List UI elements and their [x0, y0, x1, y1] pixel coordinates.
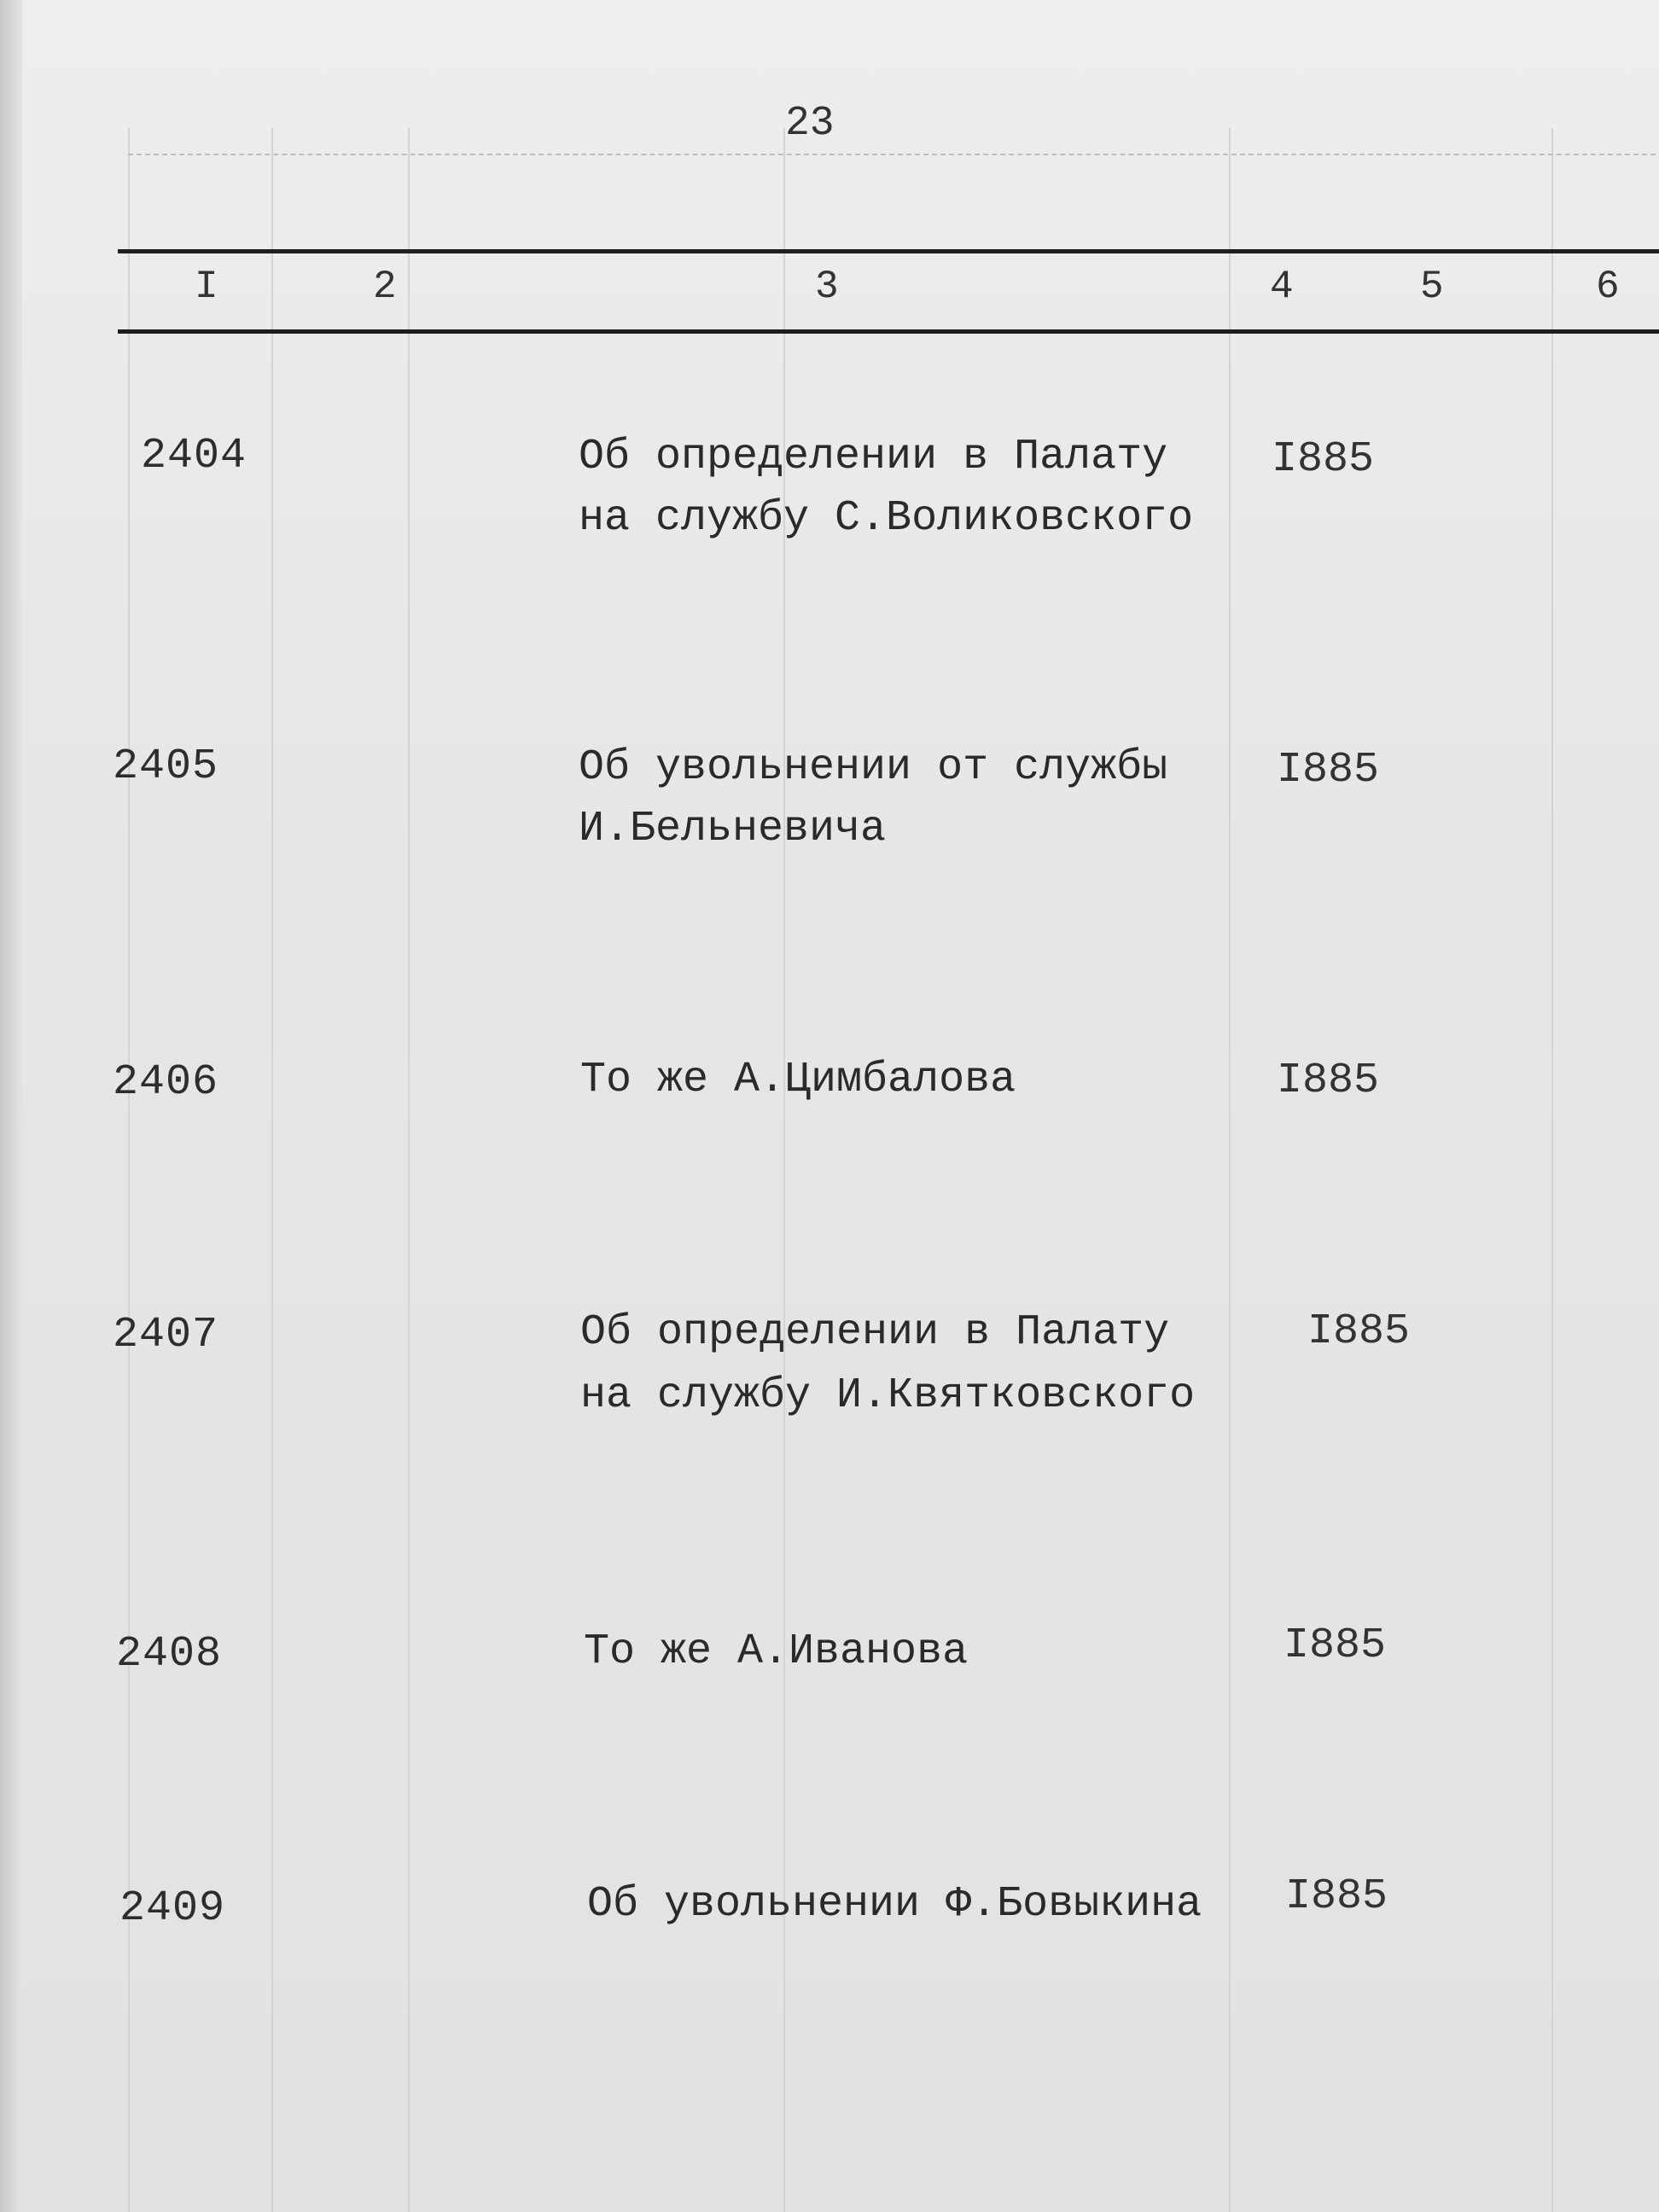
entry-title-line: на службу С.Воликовского	[579, 494, 1194, 543]
column-number-3: 3	[815, 265, 839, 309]
entry-year: I885	[1277, 1057, 1380, 1105]
column-divider	[408, 128, 410, 2212]
entry-number: 2407	[113, 1311, 219, 1359]
entry-year: I885	[1307, 1307, 1411, 1356]
entry-number: 2408	[116, 1630, 223, 1679]
entry-year: I885	[1277, 746, 1380, 795]
entry-title-line: Об определении в Палату	[580, 1308, 1170, 1357]
entry-title-line: Об увольнении от службы	[579, 743, 1168, 792]
header-top-rule	[118, 249, 1659, 253]
entry-title-line: То же А.Иванова	[584, 1627, 969, 1676]
entry-title-line: на службу И.Квятковского	[580, 1371, 1196, 1420]
header-bottom-rule	[118, 329, 1659, 334]
column-number-6: 6	[1596, 265, 1620, 309]
entry-year: I885	[1284, 1621, 1387, 1670]
entry-title-line: То же А.Цимбалова	[580, 1056, 1016, 1104]
column-number-2: 2	[373, 265, 397, 309]
entry-number: 2409	[119, 1884, 226, 1933]
entry-year: I885	[1285, 1872, 1388, 1921]
column-divider	[1551, 128, 1553, 2212]
column-number-4: 4	[1270, 265, 1294, 309]
entry-year: I885	[1272, 435, 1375, 484]
entry-title-line: И.Бельневича	[579, 805, 887, 853]
column-number-1: I	[195, 265, 218, 309]
entry-title-line: Об определении в Палату	[579, 433, 1168, 481]
page-edge-shadow	[0, 0, 22, 2212]
column-divider	[271, 128, 273, 2212]
page-number: 23	[785, 101, 835, 147]
entry-number: 2404	[141, 432, 247, 480]
entry-title-line: Об увольнении Ф.Бовыкина	[587, 1880, 1202, 1929]
entry-number: 2405	[113, 742, 219, 791]
column-divider	[1229, 128, 1231, 2212]
header-dashed-line	[128, 154, 1656, 155]
entry-number: 2406	[113, 1058, 219, 1107]
column-number-5: 5	[1420, 265, 1444, 309]
